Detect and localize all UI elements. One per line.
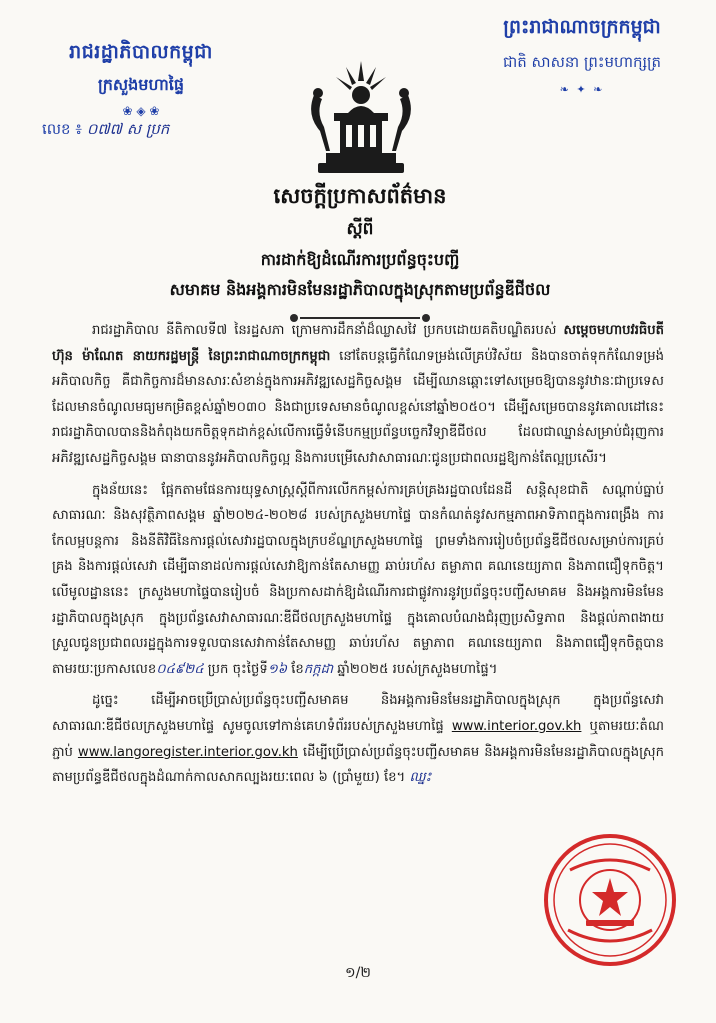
royal-emblem-icon [296, 55, 426, 180]
motto-ornament: ❧ ✦ ❧ [559, 83, 605, 96]
prakas-number: ០៤៩២៤ [156, 661, 204, 677]
p1-rest: នៅតែបន្តធ្វើកំណែទម្រង់លើគ្រប់វិស័យ និងបានចាត់ទុកកំណែទម្រង់អភិបាលកិច្ច គឺជាកិច្ចការដ៏មានសារៈសំខាន់ក្នុងការអភិវឌ្ឍសេដ្ឋកិច្ចសង្គម ដើម្បីឈានឆ្ពោះទៅសម្រេចឱ្យបាននូវឋានៈជាប្រទេសដែលមានចំណូលមធ្យមកម្រិតខ្ពស់ឆ្នាំ២០៣០ និងជាប្រទេសមានចំណូលខ្ពស់នៅឆ្នាំ២០៥០។ ដើម្បីសម្រេចបាននូវគោលដៅនេះ រាជរដ្ឋាភិបាលបាននិងកំពុងយកចិត្តទុកដាក់ខ្ពស់លើការធ្វើទំនើបកម្មប្រព័ន្ធបច្ចេកវិទ្យាឌីជីថល ដែលជាឈ្នាន់សម្រាប់ជំរុញការអភិវឌ្ឍសេដ្ឋកិច្ចសង្គម ធានាបាននូវអភិបាលកិច្ចល្អ និងការបម្រើសេវាសាធារណៈជូនប្រជាពលរដ្ឋឱ្យកាន់តែល្អប្រសើរ។ [52, 348, 664, 466]
paragraph-3 [52, 688, 664, 790]
document-title: សេចក្ដីប្រកាសព័ត៌មាន [273, 183, 447, 208]
paragraph-2 [52, 478, 664, 683]
prakas-day: ១៦ [267, 661, 288, 677]
ministry-seal-icon [540, 830, 680, 970]
header-right [482, 15, 682, 96]
issuing-government: រាជរដ្ឋាភិបាលកម្ពុជា [69, 41, 213, 63]
reference-number [42, 120, 169, 142]
reference-value: ០៧៧ ស ប្រក [86, 120, 170, 138]
national-motto: ជាតិ សាសនា ព្រះមហាក្សត្រ [502, 53, 662, 71]
ngo-register-link[interactable]: www.langoregister.interior.gov.kh [77, 744, 298, 760]
p3-or-link: ឬតាមរយៈតំណភ្ជាប់ [52, 718, 664, 760]
issuing-ministry: ក្រសួងមហាផ្ទៃ [97, 75, 184, 94]
p2-month-prefix: ខែ [287, 661, 304, 677]
prime-minister-name: សម្ដេចមហាបវរធិបតី ហ៊ុន ម៉ាណែត នាយករដ្ឋមន្ត្រី នៃព្រះរាជាណាចក្រកម្ពុជា [52, 323, 664, 364]
title-about: ស្ដីពី [346, 219, 374, 239]
p3-intro: ដូច្នេះ ដើម្បីអាចប្រើប្រាស់ប្រព័ន្ធចុះបញ្ជីសមាគម និងអង្គការមិនមែនរដ្ឋាភិបាលក្នុងស្រុក ក្នុងប្រព័ន្ធសេវាសាធារណៈឌីជីថលក្រសួងមហាផ្ទៃ សូមចូលទៅកាន់គេហទំព័ររបស់ក្រសួងមហាផ្ទៃ [52, 693, 664, 734]
title-block [60, 183, 660, 319]
paragraph-1 [52, 318, 664, 472]
prakas-month: កក្កដា [303, 661, 334, 677]
p2-date-prefix: ប្រក ចុះថ្ងៃទី [203, 661, 268, 677]
header-left [36, 40, 246, 138]
p2-text: ក្នុងន័យនេះ ផ្អែកតាមផែនការយុទ្ធសាស្ត្រស្ដីពីការលើកកម្ពស់ការគ្រប់គ្រងរដ្ឋបាលដែនដី សន្តិសុខជាតិ សណ្ដាប់ធ្នាប់សាធារណៈ និងសុវត្ថិភាពសង្គម ឆ្នាំ២០២៤-២០២៨ របស់ក្រសួងមហាផ្ទៃ បានកំណត់នូវសកម្មភាពអាទិភាពក្នុងការពង្រឹង ការកែលម្អបន្តការ និងនីតិវិធីនៃការផ្ដល់សេវារដ្ឋបាលក្នុងក្របខ័ណ្ឌក្រសួងមហាផ្ទៃ ព្រមទាំងការរៀបចំប្រព័ន្ធឌីជីថលសម្រាប់ការគ្រប់គ្រង និងការផ្ដល់សេវា ដើម្បីធានាដល់ការផ្ដល់សេវាឱ្យកាន់តែសាមញ្ញ ឆាប់រហ័ស តម្លាភាព គណនេយ្យភាព និងភាពជឿទុកចិត្ត។ លើមូលដ្ឋាននេះ ក្រសួងមហាផ្ទៃបានរៀបចំ និងប្រកាសដាក់ឱ្យដំណើរការជាផ្លូវការនូវប្រព័ន្ធចុះបញ្ជីសមាគម និងអង្គការមិនមែនរដ្ឋាភិបាលក្នុងស្រុក ក្នុងប្រព័ន្ធសេវាសាធារណៈឌីជីថលក្រសួងមហាផ្ទៃ ក្នុងគោលបំណងជំរុញប្រសិទ្ធភាព និងផ្ដល់ភាពងាយស្រួលជូនប្រជាពលរដ្ឋក្នុងការទទួលបានសេវាកាន់តែសាមញ្ញ ឆាប់រហ័ស តម្លាភាព គណនេយ្យភាព និងភាពជឿទុកចិត្តបាន តាមរយៈប្រកាសលេខ [52, 482, 664, 677]
signature-initials: ឈ្នះ [409, 770, 432, 786]
interior-website-link[interactable]: www.interior.gov.kh [451, 718, 582, 734]
page-number: ១/២ [345, 965, 371, 981]
kingdom-name: ព្រះរាជាណាចក្រកម្ពុជា [503, 16, 661, 38]
subject-line-1: ការដាក់ឱ្យដំណើរការប្រព័ន្ធចុះបញ្ជី [260, 250, 460, 269]
p2-year: ឆ្នាំ២០២៥ របស់ក្រសួងមហាផ្ទៃ។ [333, 661, 498, 677]
header-ornament: ❀ ◈ ❀ [122, 104, 160, 118]
reference-label: លេខ ៖ [42, 120, 82, 138]
p3-rest: ដើម្បីប្រើប្រាស់ប្រព័ន្ធចុះបញ្ជីសមាគម និងអង្គការមិនមែនរដ្ឋាភិបាលក្នុងស្រុក តាមប្រព័ន្ធឌីជីថលក្នុងដំណាក់កាលសាកល្បងរយៈពេល ៦ (ប្រាំមួយ) ខែ។ [52, 744, 664, 786]
p1-intro: រាជរដ្ឋាភិបាល នីតិកាលទី៧ នៃរដ្ឋសភា ក្រោមការដឹកនាំដ៏ឈ្លាសវៃ ប្រកបដោយគតិបណ្ឌិតរបស់ [92, 323, 564, 338]
document-body [52, 318, 664, 797]
subject-line-2: សមាគម និងអង្គការមិនមែនរដ្ឋាភិបាលក្នុងស្រុកតាមប្រព័ន្ធឌីជីថល [169, 280, 551, 299]
